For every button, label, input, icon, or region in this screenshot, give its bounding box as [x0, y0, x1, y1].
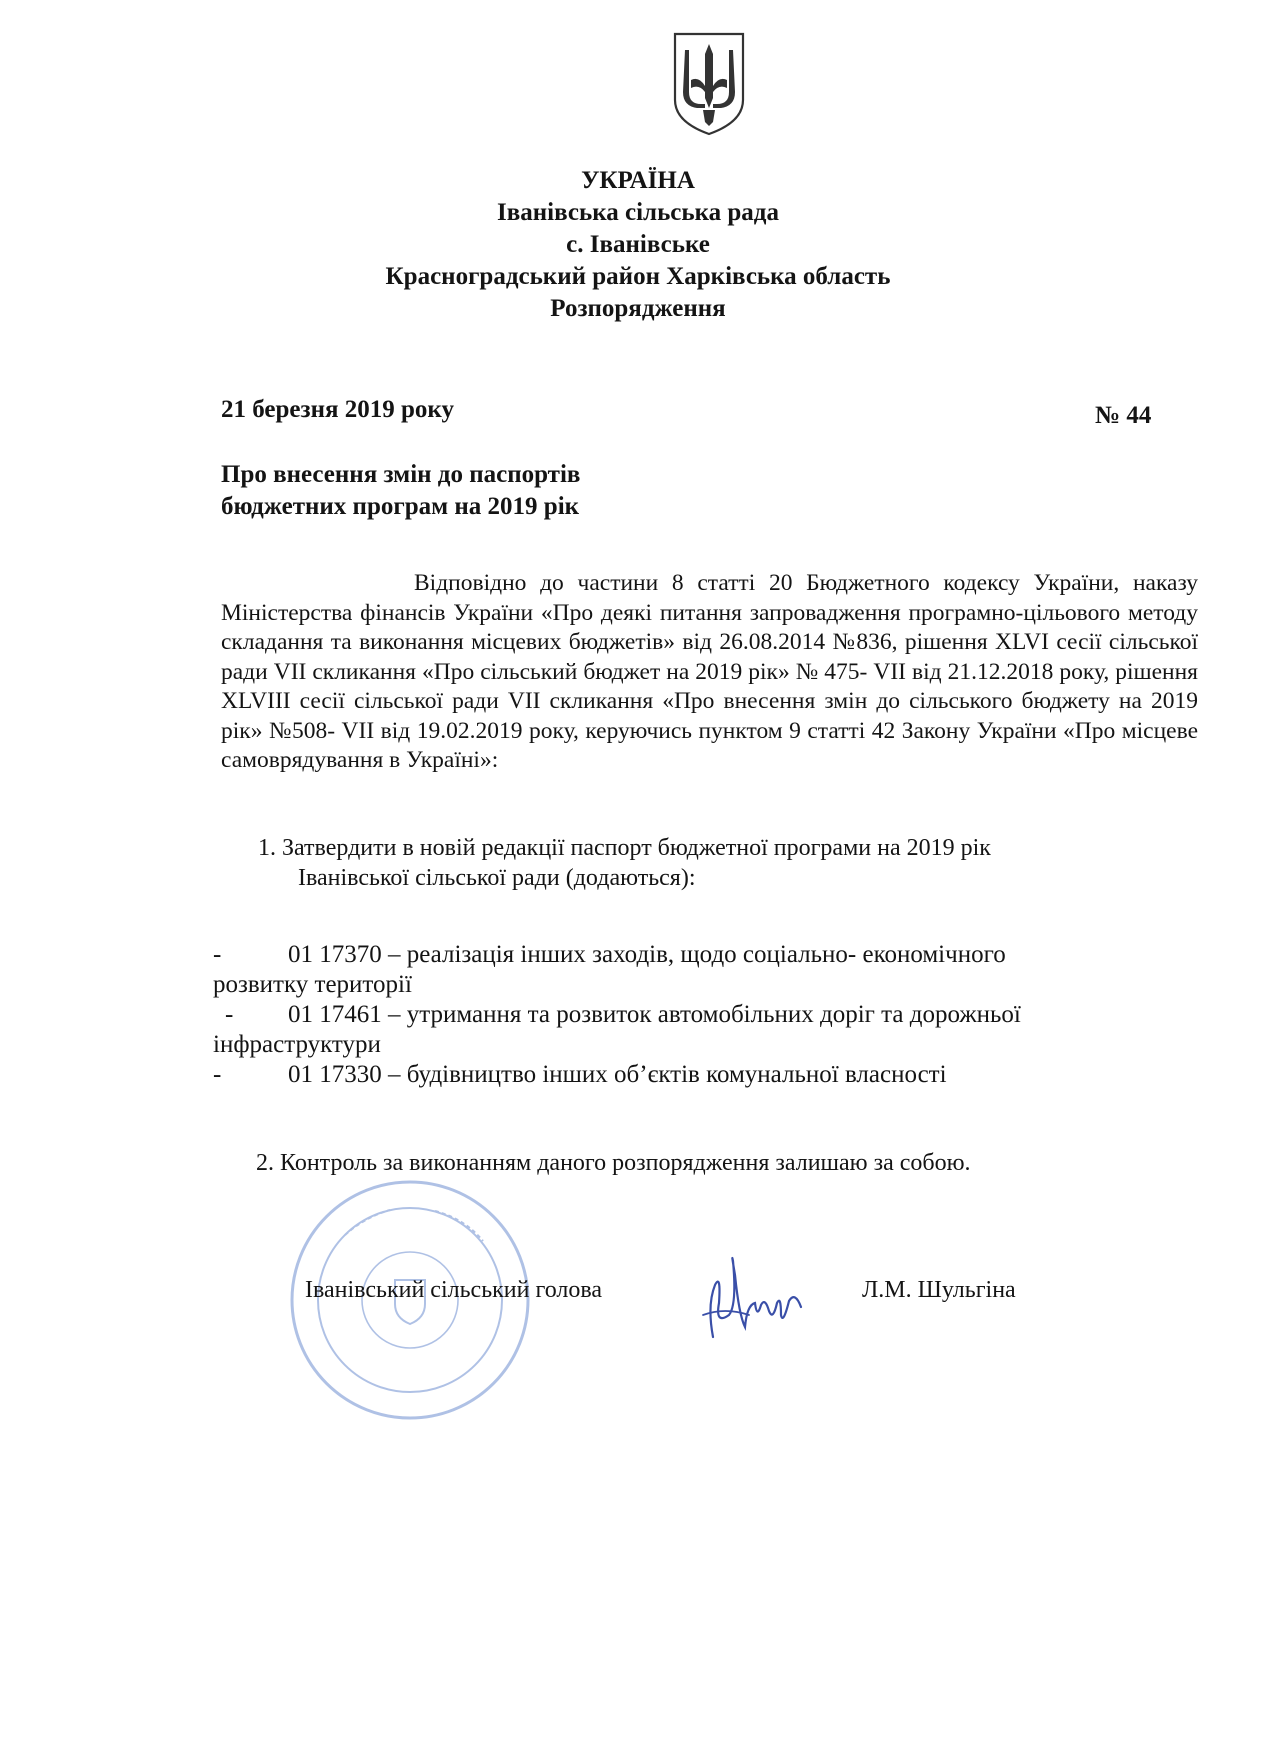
document-header: [200, 165, 1076, 325]
header-doc-type: Розпорядження: [550, 295, 726, 322]
program-code-text: 01 17330 – будівництво інших об’єктів комунальної власності: [288, 1061, 947, 1088]
document-subject: [221, 459, 580, 523]
document-date: 21 березня 2019 року: [221, 396, 454, 423]
item-1-line-1: 1. Затвердити в новій редакції паспорт бюджетної програми на 2019 рік: [258, 835, 991, 861]
list-dash: -: [213, 1061, 222, 1088]
subject-line: бюджетних програм на 2019 рік: [221, 493, 580, 520]
signatory-name: Л.М. Шульгіна: [862, 1277, 1016, 1303]
program-code-text: 01 17461 – утримання та розвиток автомобільних доріг та дорожньої: [288, 1001, 1021, 1028]
header-district: Красноградський район Харківська область: [385, 263, 891, 290]
program-code-text: 01 17370 – реалізація інших заходів, щодо соціально- економічного: [288, 941, 1006, 968]
item-1: [258, 833, 991, 893]
header-village: с. Іванівське: [566, 231, 710, 258]
signatory-title: Іванівський сільський голова: [305, 1277, 603, 1303]
body-paragraph: Відповідно до частини 8 статті 20 Бюджетного кодексу України, наказу Міністерства фінансів України «Про деякі питання запровадження програмно-цільового методу складання та виконання місцевих бюджетів» від 26.08.2014 №836, рішення XLVI сесії сільської ради VII скликання «Про сільський бюджет на 2019 рік» № 475- VII від 21.12.2018 року, рішення XLVIII сесії сільської ради VII скликання «Про внесення змін до сільського бюджету на 2019 рік» №508- VII від 19.02.2019 року, керуючись пунктом 9 статті 42 Закону України «Про місцеве самоврядування в Україні»:: [221, 570, 1198, 773]
item-2: 2. Контроль за виконанням даного розпорядження залишаю за собою.: [256, 1150, 971, 1176]
program-codes-list: [213, 940, 1203, 1090]
program-code-item: [213, 1000, 1203, 1060]
subject-line: Про внесення змін до паспортів: [221, 461, 581, 488]
document-number: № 44: [1095, 402, 1152, 429]
handwritten-signature: [685, 1245, 815, 1355]
program-code-continuation: розвитку території: [213, 971, 412, 998]
program-code-item: [213, 940, 1203, 1000]
header-country: УКРАЇНА: [581, 167, 695, 194]
program-code-item: [213, 1060, 1203, 1090]
coat-of-arms-icon: [669, 30, 749, 138]
program-code-continuation: інфраструктури: [213, 1031, 381, 1058]
header-council: Іванівська сільська рада: [497, 199, 779, 226]
list-dash: -: [213, 941, 222, 968]
item-1-line-2: Іванівської сільської ради (додаються):: [298, 865, 696, 891]
list-dash: -: [225, 1001, 234, 1028]
